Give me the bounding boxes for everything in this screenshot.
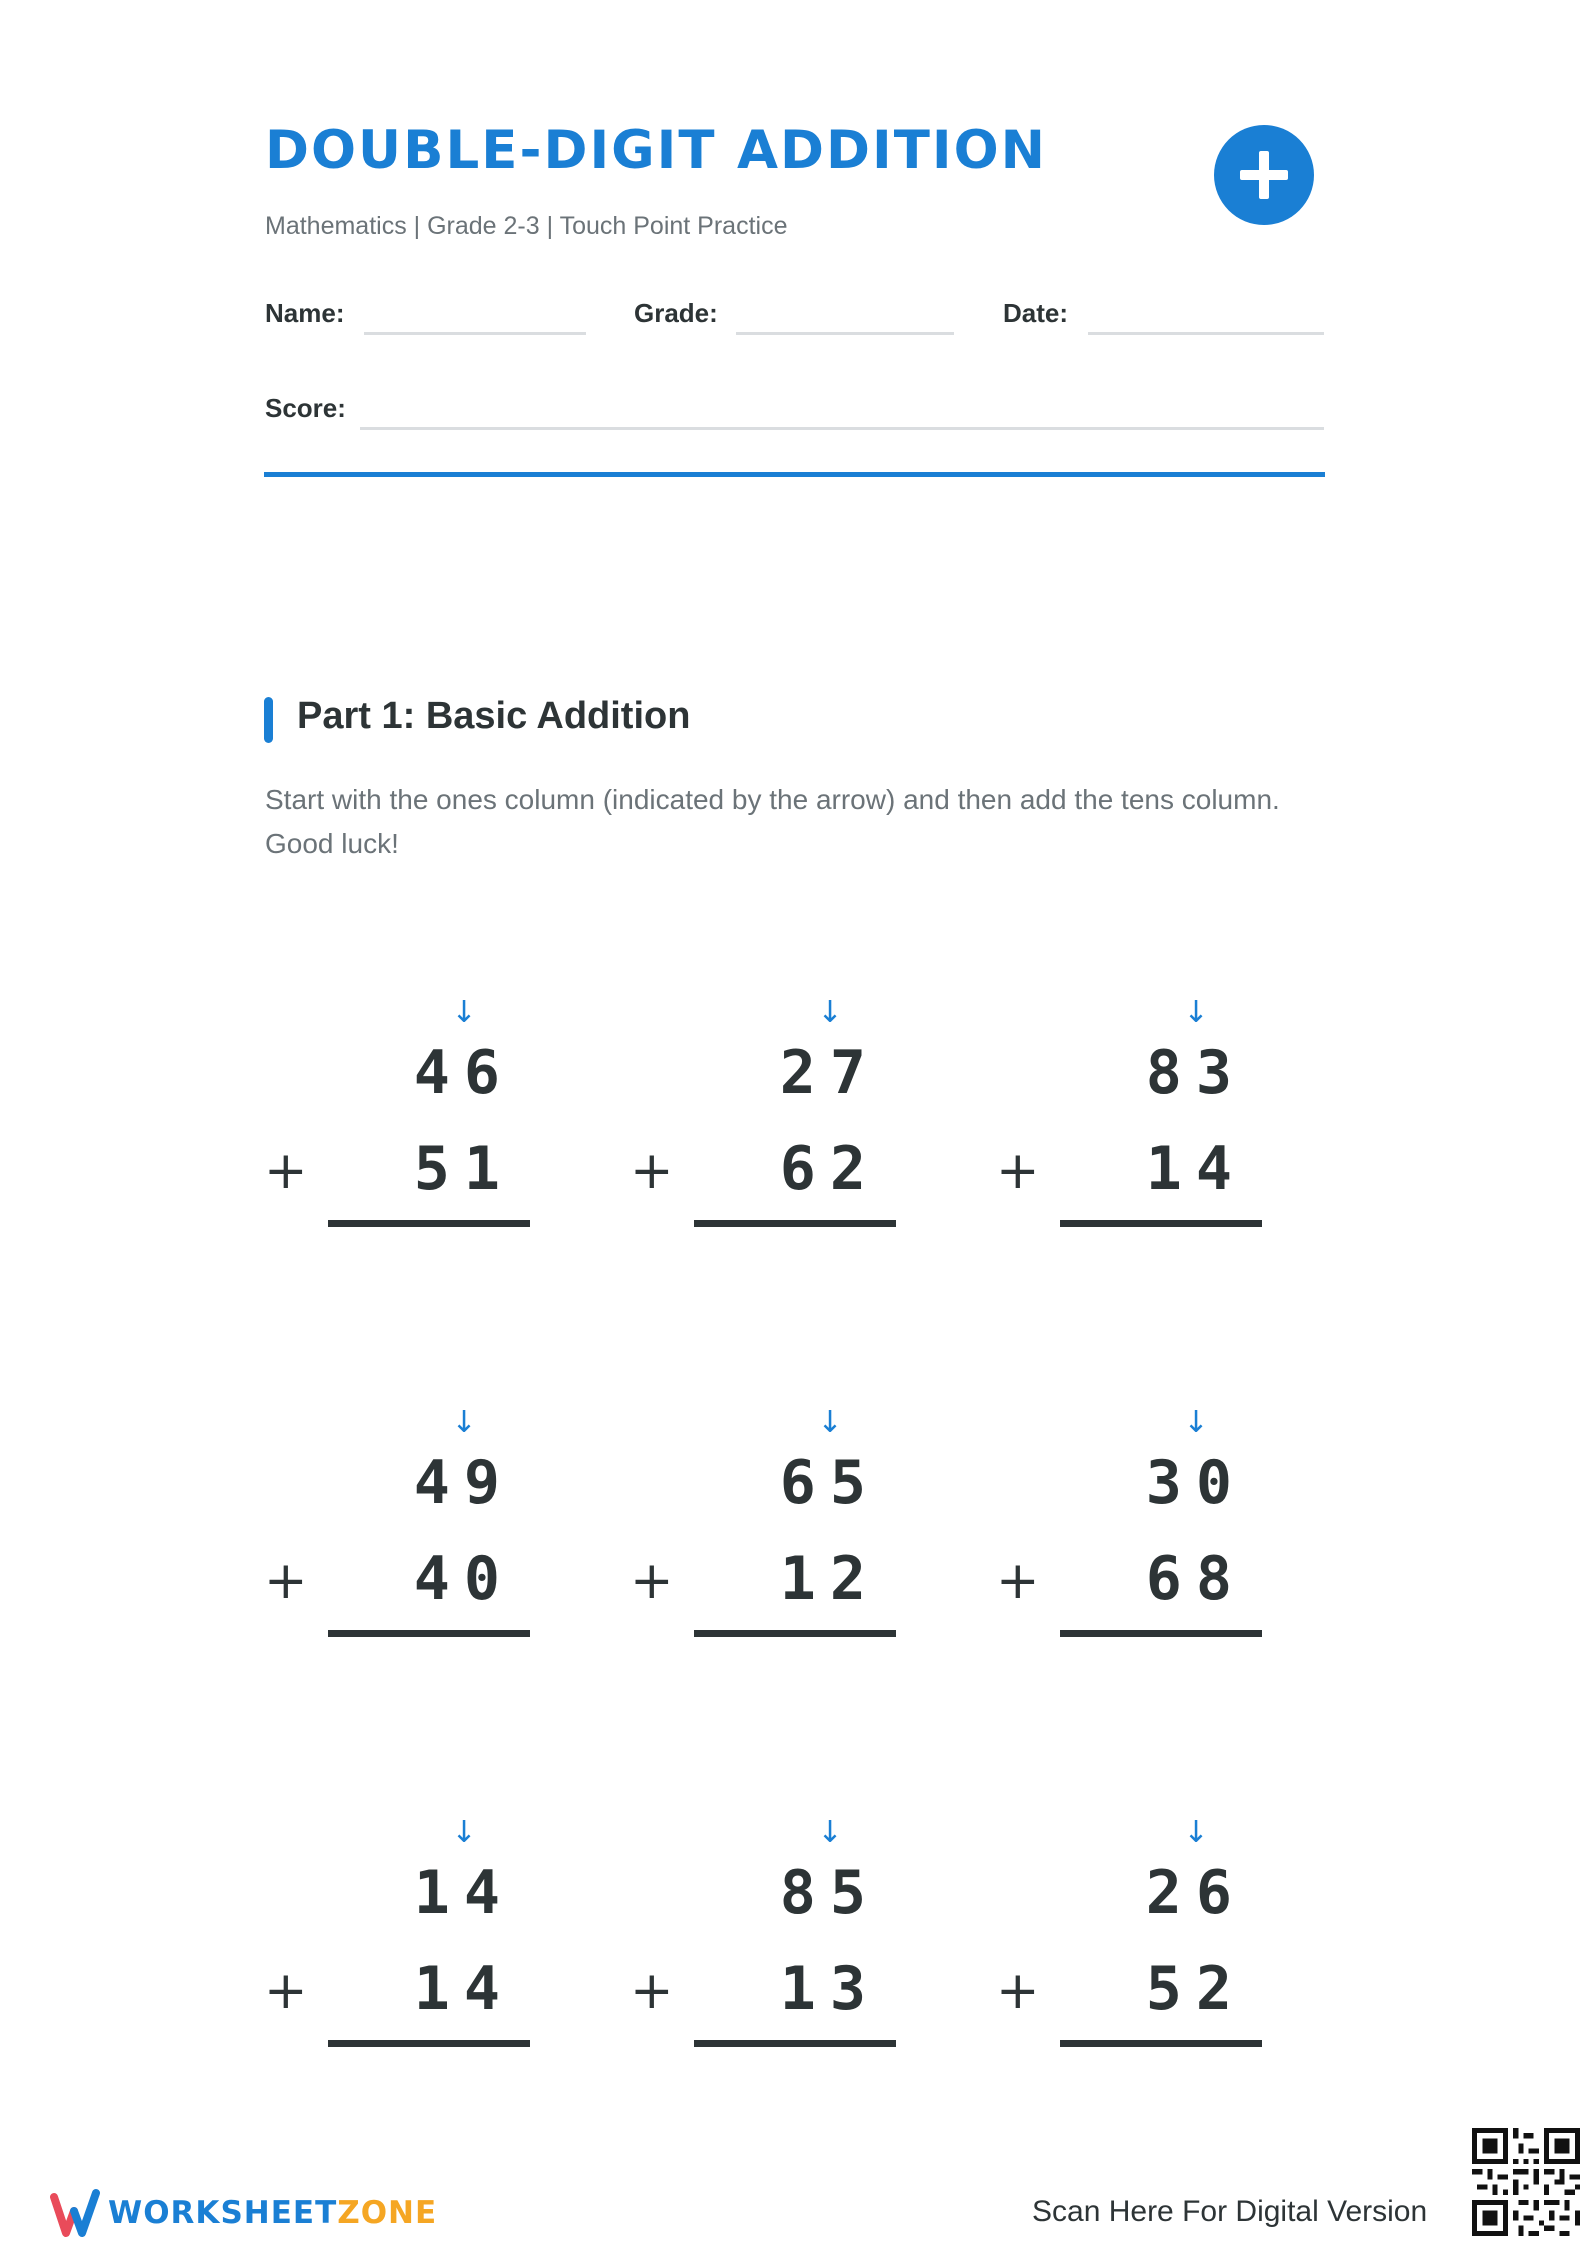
name-label: Name: xyxy=(265,298,345,328)
plus-operator: + xyxy=(264,1141,308,1201)
qr-code-icon[interactable] xyxy=(1472,2128,1580,2236)
problem-card xyxy=(996,995,1286,1238)
problem-card xyxy=(264,1815,554,2058)
answer-line[interactable] xyxy=(1060,2040,1262,2047)
answer-line[interactable] xyxy=(1060,1630,1262,1637)
ones-arrow-icon: ↓ xyxy=(451,1815,477,1850)
answer-line[interactable] xyxy=(1060,1220,1262,1227)
top-addend: 83 xyxy=(1145,1038,1246,1108)
ones-arrow-icon: ↓ xyxy=(1183,1405,1209,1440)
logo-text: WORKSHEETZONE xyxy=(108,2195,438,2231)
bottom-addend: 14 xyxy=(413,1954,514,2024)
bottom-addend: 40 xyxy=(413,1544,514,1614)
date-label: Date: xyxy=(1003,298,1069,328)
ones-arrow-icon: ↓ xyxy=(1183,1815,1209,1850)
logo-w-icon xyxy=(50,2187,100,2239)
worksheetzone-logo[interactable] xyxy=(50,2183,450,2243)
answer-line[interactable] xyxy=(328,2040,530,2047)
top-addend: 85 xyxy=(779,1858,880,1928)
worksheet-title: DOUBLE-DIGIT ADDITION xyxy=(265,120,1048,181)
plus-operator: + xyxy=(630,1961,674,2021)
plus-operator: + xyxy=(264,1551,308,1611)
scan-instruction: Scan Here For Digital Version xyxy=(1032,2195,1428,2228)
answer-line[interactable] xyxy=(694,2040,896,2047)
bottom-addend: 62 xyxy=(779,1134,880,1204)
date-field[interactable] xyxy=(1088,332,1324,335)
plus-operator: + xyxy=(630,1141,674,1201)
worksheet-subtitle: Mathematics | Grade 2-3 | Touch Point Practice xyxy=(265,212,788,240)
grade-label: Grade: xyxy=(634,298,718,328)
top-addend: 26 xyxy=(1145,1858,1246,1928)
section-instructions: Start with the ones column (indicated by the arrow) and then add the tens column. Good luck! xyxy=(265,784,1280,859)
bottom-addend: 51 xyxy=(413,1134,514,1204)
problem-card xyxy=(264,1405,554,1648)
score-field[interactable] xyxy=(360,427,1324,430)
grade-field[interactable] xyxy=(736,332,954,335)
ones-arrow-icon: ↓ xyxy=(817,995,843,1030)
section-title: Part 1: Basic Addition xyxy=(297,695,691,737)
ones-arrow-icon: ↓ xyxy=(817,1405,843,1440)
ones-arrow-icon: ↓ xyxy=(451,995,477,1030)
ones-arrow-icon: ↓ xyxy=(1183,995,1209,1030)
problem-card xyxy=(630,1405,920,1648)
score-label: Score: xyxy=(265,393,346,423)
plus-circle-icon xyxy=(1214,125,1314,225)
problem-card xyxy=(996,1815,1286,2058)
section-accent-bar xyxy=(264,697,273,743)
ones-arrow-icon: ↓ xyxy=(817,1815,843,1850)
name-field[interactable] xyxy=(364,332,586,335)
answer-line[interactable] xyxy=(694,1630,896,1637)
top-addend: 27 xyxy=(779,1038,880,1108)
problem-card xyxy=(630,1815,920,2058)
answer-line[interactable] xyxy=(328,1630,530,1637)
problem-card xyxy=(630,995,920,1238)
ones-arrow-icon: ↓ xyxy=(451,1405,477,1440)
top-addend: 30 xyxy=(1145,1448,1246,1518)
bottom-addend: 52 xyxy=(1145,1954,1246,2024)
answer-line[interactable] xyxy=(328,1220,530,1227)
plus-operator: + xyxy=(996,1961,1040,2021)
plus-operator: + xyxy=(996,1141,1040,1201)
bottom-addend: 13 xyxy=(779,1954,880,2024)
problem-card xyxy=(996,1405,1286,1648)
bottom-addend: 14 xyxy=(1145,1134,1246,1204)
plus-operator: + xyxy=(996,1551,1040,1611)
top-addend: 49 xyxy=(413,1448,514,1518)
problem-card xyxy=(264,995,554,1238)
top-addend: 65 xyxy=(779,1448,880,1518)
bottom-addend: 12 xyxy=(779,1544,880,1614)
plus-operator: + xyxy=(630,1551,674,1611)
plus-operator: + xyxy=(264,1961,308,2021)
bottom-addend: 68 xyxy=(1145,1544,1246,1614)
top-addend: 14 xyxy=(413,1858,514,1928)
header-divider xyxy=(264,472,1325,477)
answer-line[interactable] xyxy=(694,1220,896,1227)
top-addend: 46 xyxy=(413,1038,514,1108)
